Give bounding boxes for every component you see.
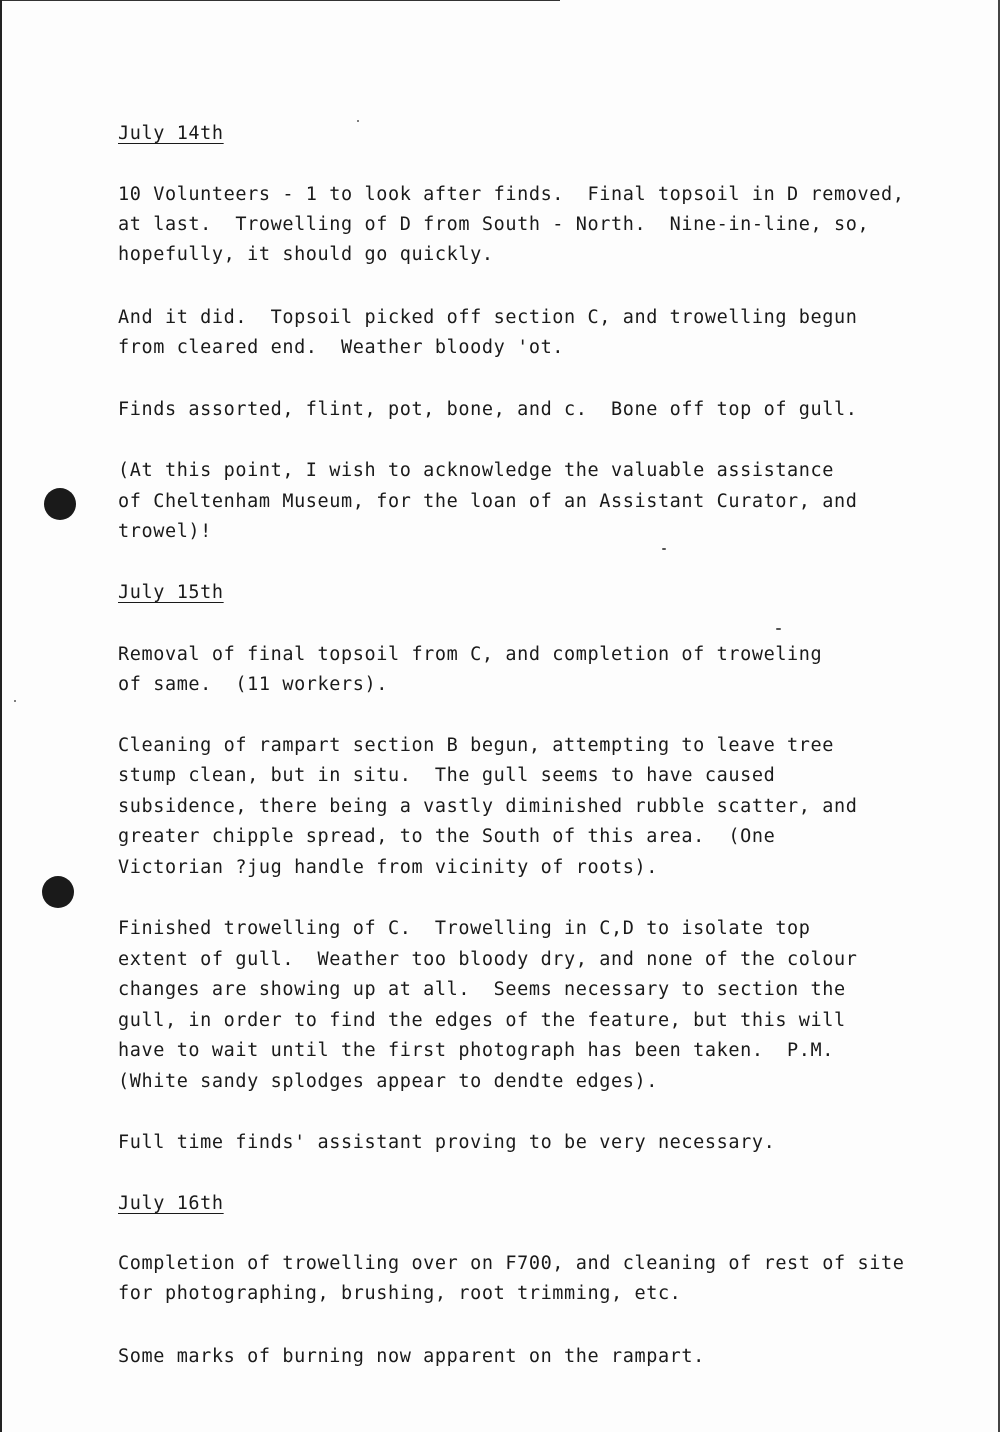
text-line: of same. (11 workers). — [118, 674, 388, 695]
entry-date-heading: July 15th — [118, 582, 224, 603]
punch-hole — [42, 876, 74, 908]
text-line: Completion of trowelling over on F700, and cleaning of rest of site — [118, 1253, 905, 1274]
text-line: Finds assorted, flint, pot, bone, and c. Bone off top of gull. — [118, 399, 858, 420]
text-line: Full time finds' assistant proving to be very necessary. — [118, 1132, 776, 1153]
text-line: changes are showing up at all. Seems necessary to section the — [118, 979, 846, 1000]
page-top-edge — [0, 0, 560, 1]
entry-date-heading: July 14th — [118, 123, 224, 144]
text-line: of Cheltenham Museum, for the loan of an Assistant Curator, and — [118, 491, 858, 512]
text-line: Finished trowelling of C. Trowelling in C,D to isolate top — [118, 918, 811, 939]
text-line: Removal of final topsoil from C, and completion of troweling — [118, 644, 823, 665]
text-line: from cleared end. Weather bloody 'ot. — [118, 337, 565, 358]
text-line: trowel)! — [118, 521, 212, 542]
text-line: greater chipple spread, to the South of this area. (One — [118, 826, 776, 847]
punch-hole — [44, 488, 76, 520]
text-line: (At this point, I wish to acknowledge the valuable assistance — [118, 460, 835, 481]
text-line: (White sandy splodges appear to dendte edges). — [118, 1071, 658, 1092]
text-line: at last. Trowelling of D from South - North. Nine-in-line, so, — [118, 214, 870, 235]
text-line: hopefully, it should go quickly. — [118, 244, 494, 265]
text-line: have to wait until the first photograph has been taken. P.M. — [118, 1040, 835, 1061]
text-line: Some marks of burning now apparent on the rampart. — [118, 1346, 705, 1367]
text-line: for photographing, brushing, root trimming, etc. — [118, 1283, 682, 1304]
text-line: Victorian ?jug handle from vicinity of roots). — [118, 857, 658, 878]
text-line: stump clean, but in situ. The gull seems to have caused — [118, 765, 776, 786]
text-line: subsidence, there being a vastly diminished rubble scatter, and — [118, 796, 858, 817]
entry-date-heading: July 16th — [118, 1193, 224, 1214]
scan-speck — [357, 120, 359, 122]
text-line: Cleaning of rampart section B begun, attempting to leave tree — [118, 735, 835, 756]
text-line: extent of gull. Weather too bloody dry, and none of the colour — [118, 949, 858, 970]
scan-speck — [662, 548, 666, 550]
text-line: 10 Volunteers - 1 to look after finds. Final topsoil in D removed, — [118, 184, 905, 205]
scan-speck — [776, 628, 781, 630]
scan-speck — [14, 700, 16, 702]
text-line: And it did. Topsoil picked off section C, and trowelling begun — [118, 307, 858, 328]
page-left-edge — [0, 0, 2, 1432]
text-line: gull, in order to find the edges of the feature, but this will — [118, 1010, 846, 1031]
